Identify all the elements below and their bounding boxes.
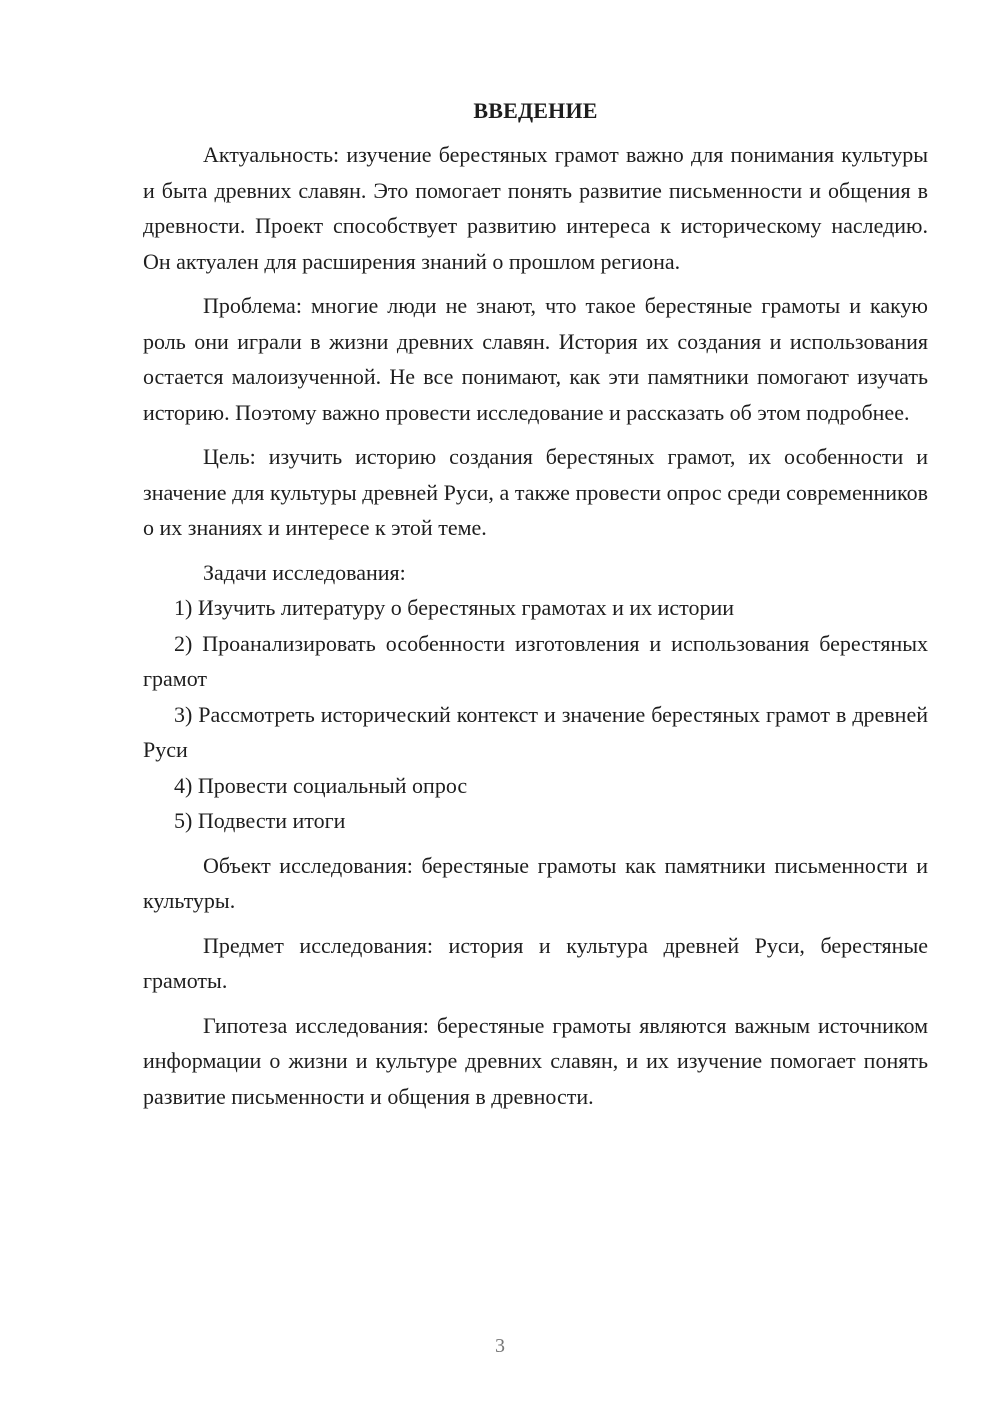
list-item: 2) Проанализировать особенности изготовления и использования берестяных грамот [143, 630, 928, 691]
paragraph-relevance: Актуальность: изучение берестяных грамот важно для понимания культуры и быта древних славян. Это помогает понять развитие письменности и общения в древности. Проект способствует развитию интереса к историческому наследию. Он актуален для расширения знаний о прошлом региона. [143, 142, 928, 274]
page-number: 3 [495, 1335, 505, 1357]
tasks-list [143, 590, 928, 839]
list-item: 5) Подвести итоги [174, 808, 346, 833]
paragraph-object: Объект исследования: берестяные грамоты как памятники письменности и культуры. [143, 852, 928, 913]
document-page [143, 95, 928, 1114]
list-item: 4) Провести социальный опрос [174, 772, 468, 798]
list-item: 1) Изучить литературу о берестяных грамотах и их истории [174, 595, 735, 620]
paragraph-problem: Проблема: многие люди не знают, что такое берестяные грамоты и какую роль они играли в жизни древних славян. История их создания и использования остается малоизученной. Не все понимают, как эти памятники помогают изучать историю. Поэтому важно провести исследование и рассказать об этом подробнее. [143, 293, 928, 425]
paragraph-hypothesis: Гипотеза исследования: берестяные грамоты являются важным источником информации о жизни и культуре древних славян, и их изучение помогает понять развитие письменности и общения в древности. [143, 1012, 928, 1109]
paragraph-goal: Цель: изучить историю создания берестяных грамот, их особенности и значение для культуры древней Руси, а также провести опрос среди современников о их знаниях и интересе к этой теме. [143, 444, 928, 540]
page-heading: ВВЕДЕНИЕ [473, 98, 598, 123]
list-item: 3) Рассмотреть исторический контекст и значение берестяных грамот в древней Руси [143, 701, 928, 762]
paragraph-subject: Предмет исследования: история и культура древней Руси, берестяные грамоты. [143, 932, 928, 993]
paragraph-tasks-intro: Задачи исследования: [203, 559, 406, 585]
